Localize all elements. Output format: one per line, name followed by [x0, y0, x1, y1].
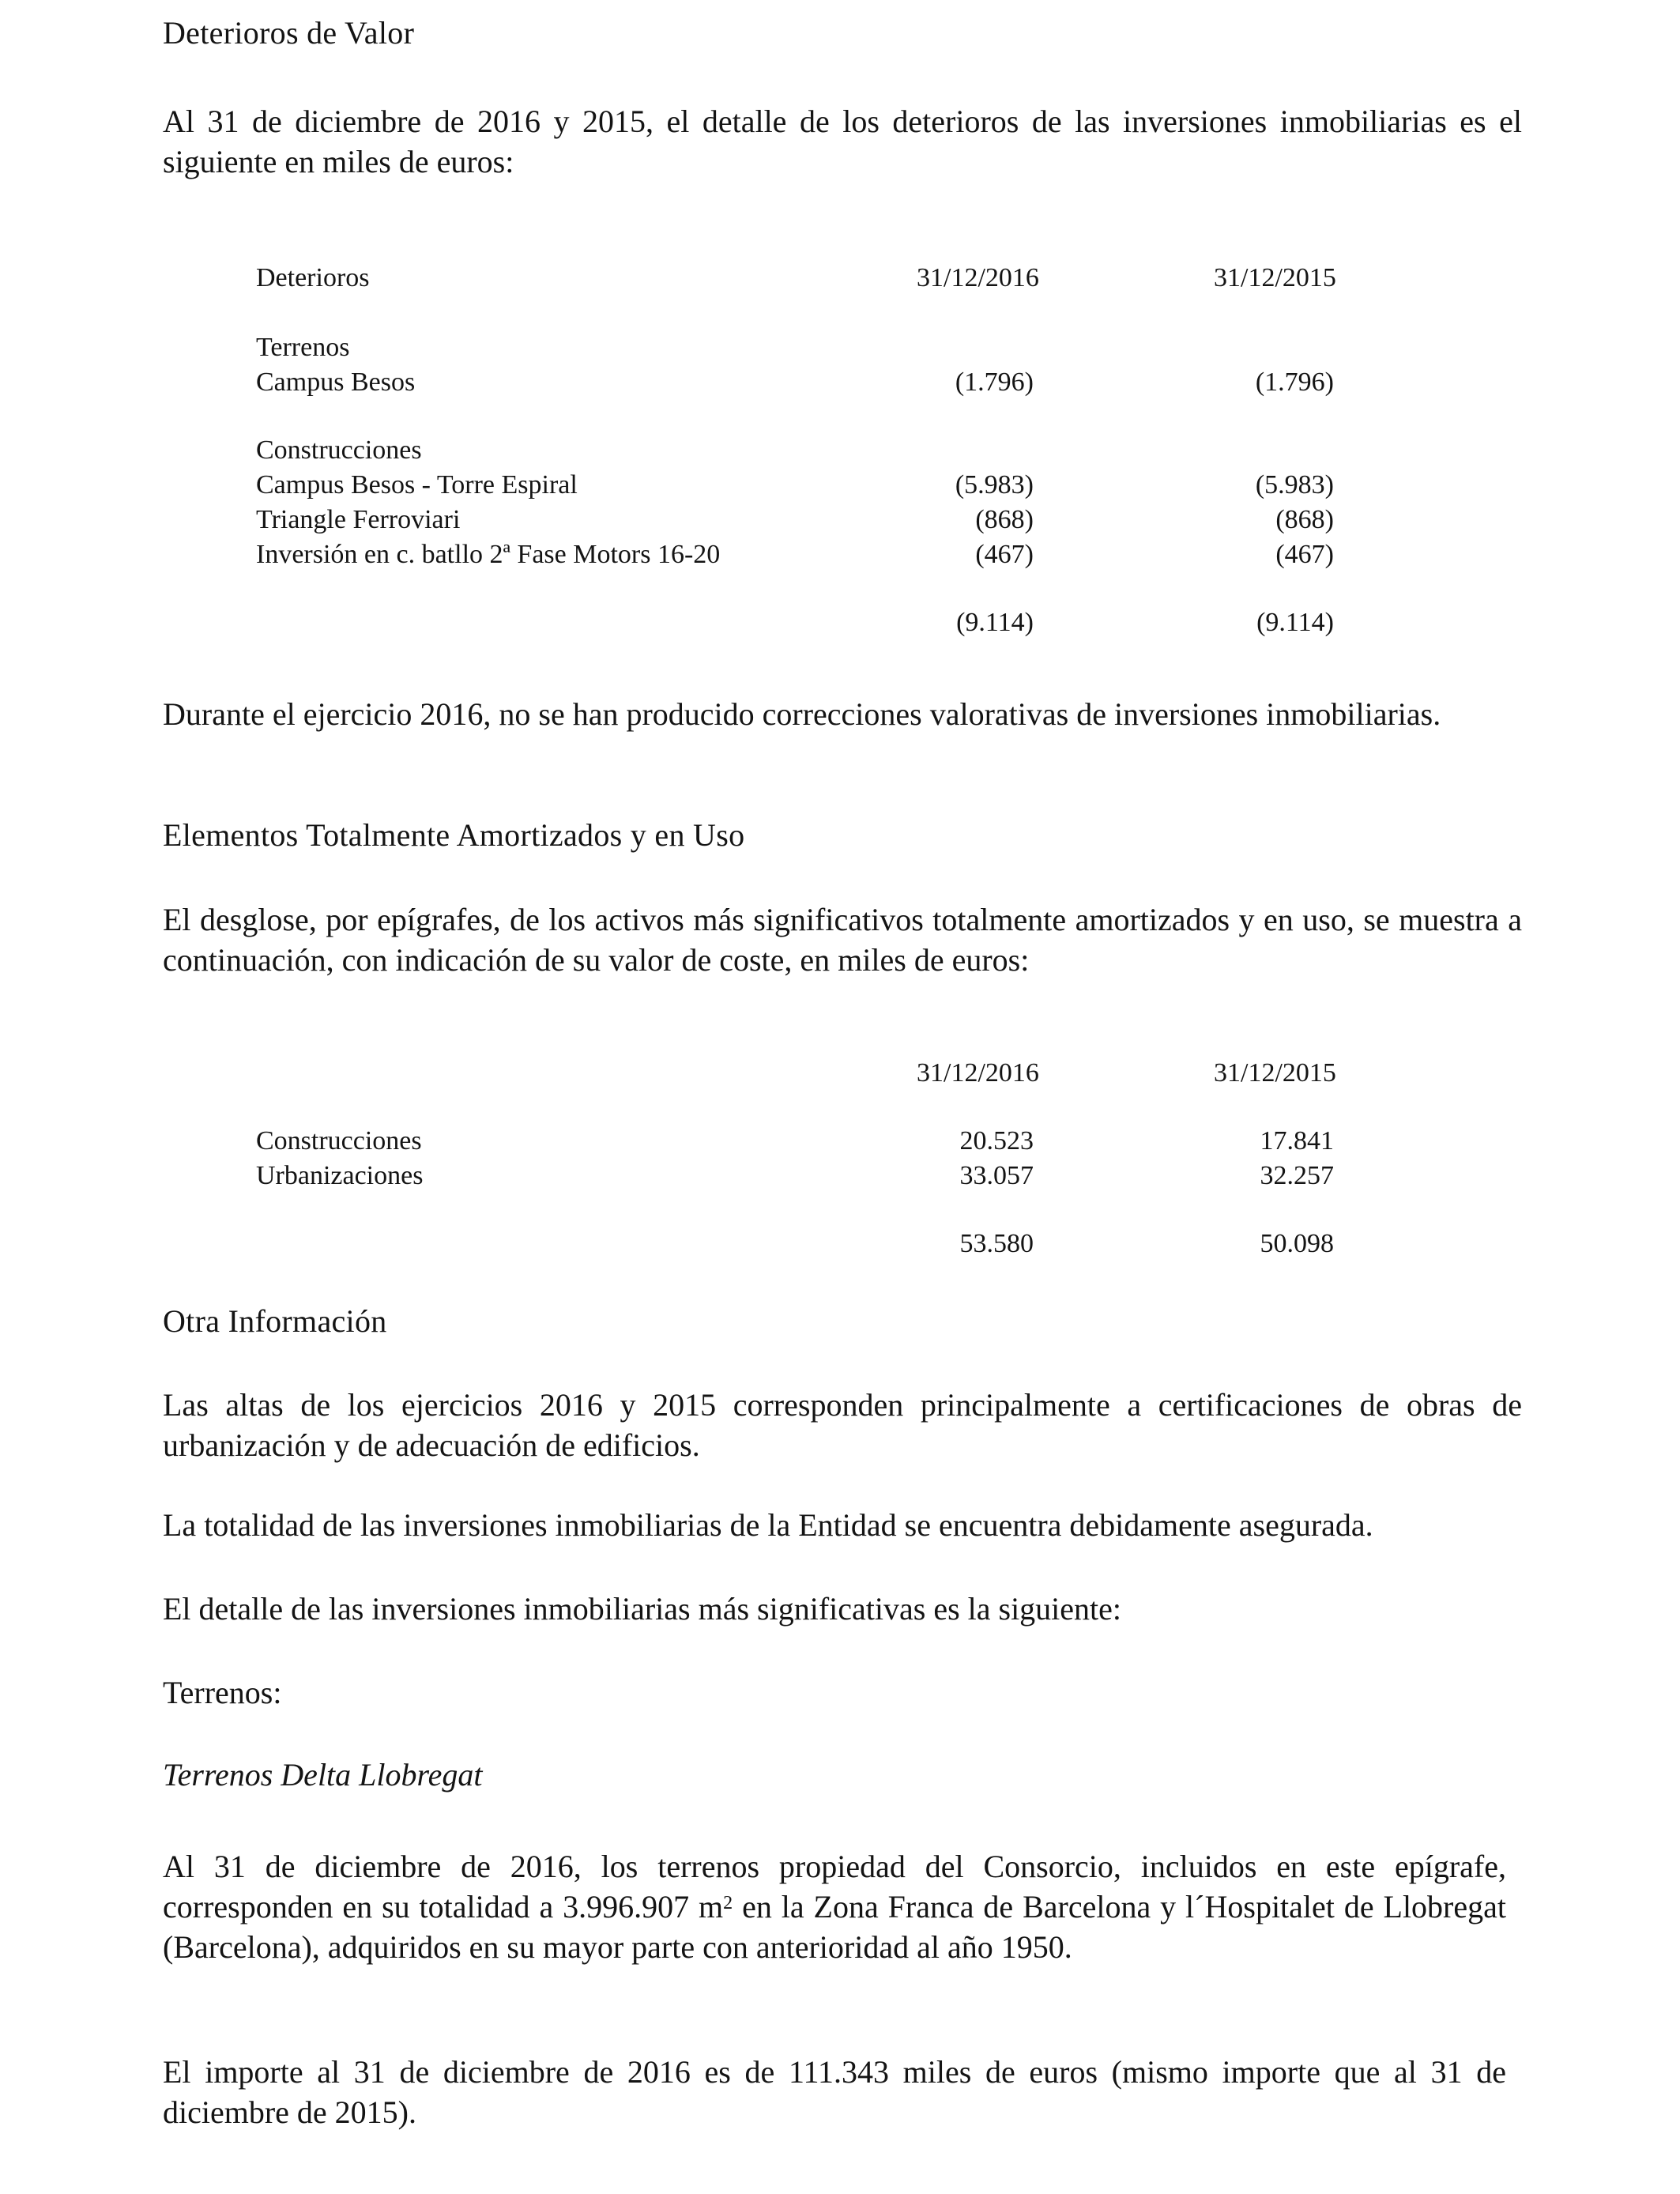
section-heading-deterioros: Deterioros de Valor	[163, 15, 415, 51]
table-cell-2016: (467)	[975, 540, 1034, 569]
paragraph-durante: Durante el ejercicio 2016, no se han producido correcciones valorativas de inversiones inmobiliarias.	[163, 696, 1441, 732]
table-cell-2016: (1.796)	[955, 368, 1034, 397]
table-cell-2015: (1.796)	[1255, 368, 1334, 397]
paragraph-desglose: El desglose, por epígrafes, de los activos más significativos totalmente amortizados y en uso, se muestra a continuación, con indicación de su valor de coste, en miles de euros:	[163, 902, 1522, 978]
table-cell-2015: (5.983)	[1255, 470, 1334, 499]
label-terrenos: Terrenos:	[163, 1675, 282, 1710]
table-cell-2016: (868)	[975, 505, 1034, 534]
paragraph-deterioros-intro: Al 31 de diciembre de 2016 y 2015, el detalle de los deterioros de las inversiones inmobiliarias es el siguiente en miles de euros:	[163, 104, 1522, 179]
paragraph-importe: El importe al 31 de diciembre de 2016 es de 111.343 miles de euros (mismo importe que al 31 de diciembre de 2015).	[163, 2054, 1506, 2130]
paragraph-detalle: El detalle de las inversiones inmobiliarias más significativas es la siguiente:	[163, 1591, 1122, 1627]
table-header-2016: 31/12/2016	[917, 263, 1039, 292]
subheading-terrenos-delta: Terrenos Delta Llobregat	[163, 1757, 483, 1793]
table-total-2016: (9.114)	[956, 608, 1034, 637]
table-row-label: Campus Besos - Torre Espiral	[256, 470, 578, 499]
table-header-2016: 31/12/2016	[917, 1058, 1039, 1088]
table-row-label: Campus Besos	[256, 368, 416, 397]
table-header-label: Deterioros	[256, 263, 370, 292]
table-group-terrenos: Terrenos	[256, 333, 350, 362]
table-cell-2015: 17.841	[1260, 1126, 1334, 1155]
table-header-2015: 31/12/2015	[1214, 1058, 1336, 1088]
table-cell-2016: (5.983)	[955, 470, 1034, 499]
table-header-2015: 31/12/2015	[1214, 263, 1336, 292]
table-row-label: Inversión en c. batllo 2ª Fase Motors 16-20	[256, 540, 721, 569]
table-row-label: Urbanizaciones	[256, 1161, 424, 1190]
table-total-2015: (9.114)	[1256, 608, 1334, 637]
table-cell-2015: (868)	[1275, 505, 1334, 534]
table-cell-2016: 20.523	[959, 1126, 1034, 1155]
section-heading-elementos: Elementos Totalmente Amortizados y en Uso	[163, 817, 745, 853]
table-row-label: Construcciones	[256, 1126, 422, 1155]
table-cell-2015: (467)	[1275, 540, 1334, 569]
table-total-2015: 50.098	[1260, 1229, 1334, 1258]
superscript-2: 2	[723, 1893, 733, 1913]
table-cell-2015: 32.257	[1260, 1161, 1334, 1190]
paragraph-altas: Las altas de los ejercicios 2016 y 2015 corresponden principalmente a certificaciones de obras de urbanización y de adecuación de edificios.	[163, 1387, 1522, 1463]
paragraph-delta-llobregat	[163, 1846, 1506, 1967]
table-row-label: Triangle Ferroviari	[256, 505, 461, 534]
paragraph-delta-part2: en la Zona Franca de Barcelona y l´Hospitalet de Llobregat (Barcelona), adquiridos en su mayor parte con anterioridad al año 1950.	[163, 1889, 1506, 1965]
paragraph-totalidad: La totalidad de las inversiones inmobiliarias de la Entidad se encuentra debidamente asegurada.	[163, 1507, 1373, 1543]
table-group-construcciones: Construcciones	[256, 435, 422, 465]
paragraph-delta-part1: Al 31 de diciembre de 2016, los terrenos propiedad del Consorcio, incluidos en este epígrafe, corresponden en su totalidad a 3.996.907 m	[163, 1849, 1506, 1924]
table-total-2016: 53.580	[959, 1229, 1034, 1258]
section-heading-otra-informacion: Otra Información	[163, 1303, 387, 1339]
table-cell-2016: 33.057	[959, 1161, 1034, 1190]
